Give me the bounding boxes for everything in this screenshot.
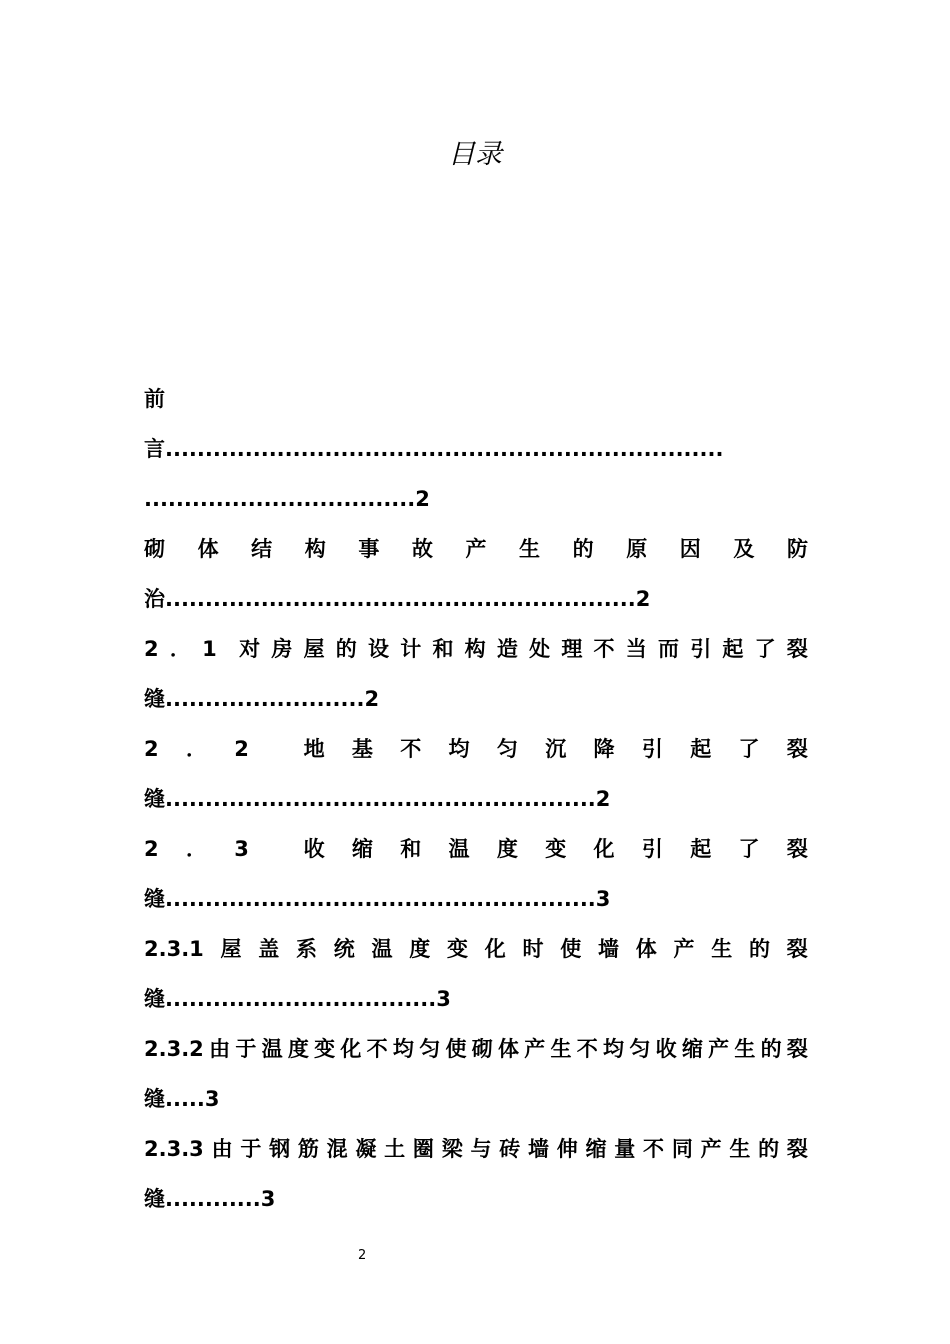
toc-label: 言 <box>144 437 165 461</box>
toc-heading-char: 匀 <box>629 1037 651 1061</box>
toc-heading <box>144 834 808 864</box>
toc-heading-char: 和 <box>400 837 422 861</box>
toc-heading-char: 地 <box>303 737 325 761</box>
toc-label: 治 <box>144 587 165 611</box>
toc-heading-char: 温 <box>448 837 470 861</box>
toc-heading-char: 2.3.2 <box>144 1037 204 1061</box>
toc-heading-char: 屋 <box>220 937 242 961</box>
page-title: 目录 <box>448 139 502 170</box>
toc-heading-char: 均 <box>448 737 470 761</box>
toc-heading-char: 裂 <box>786 937 808 961</box>
toc-heading-char: 屋 <box>303 637 325 661</box>
toc-entry-5-heading[interactable] <box>144 934 808 964</box>
toc-heading-char: 裂 <box>786 1037 808 1061</box>
toc-leader: ...................................................... <box>165 787 596 811</box>
toc-heading-char: 结 <box>251 537 273 561</box>
toc-page-number: 3 <box>260 1187 276 1211</box>
toc-leader: .................................. <box>165 987 437 1011</box>
toc-heading-char: 筋 <box>297 1137 319 1161</box>
toc-heading-char: 均 <box>603 1037 625 1061</box>
toc-heading-char: 的 <box>749 937 771 961</box>
toc-heading-char: 2 <box>144 737 159 761</box>
toc-heading-char: 不 <box>366 1037 388 1061</box>
toc-leader: ........................................................... <box>165 587 636 611</box>
toc-page-number: 3 <box>595 887 611 911</box>
toc-heading-char: 于 <box>235 1037 257 1061</box>
toc-entry-2-leader[interactable] <box>144 684 379 714</box>
toc-label: 缝 <box>144 687 165 711</box>
toc-entry-2-heading[interactable] <box>144 634 808 664</box>
toc-heading-char: 起 <box>690 837 712 861</box>
toc-heading-char: 原 <box>626 537 648 561</box>
toc-heading-char: 匀 <box>496 737 518 761</box>
toc-heading-char: 2 <box>144 637 159 661</box>
toc-heading-char: 故 <box>411 537 433 561</box>
toc-heading-char: 收 <box>655 1037 677 1061</box>
toc-leader: ...................................................................... <box>165 437 724 461</box>
toc-heading-char: 起 <box>722 637 744 661</box>
toc-heading-char: 防 <box>786 537 808 561</box>
toc-heading-char: 墙 <box>527 1137 549 1161</box>
toc-label: 缝 <box>144 787 165 811</box>
toc-page-number: 3 <box>204 1087 220 1111</box>
toc-heading-char: 2 <box>234 737 249 761</box>
toc-heading-char: 与 <box>470 1137 492 1161</box>
toc-label: 缝 <box>144 1087 165 1111</box>
toc-label: 缝 <box>144 987 165 1011</box>
toc-entry-preface-line2[interactable] <box>144 434 723 464</box>
toc-heading-char: 梁 <box>441 1137 463 1161</box>
toc-heading-char: 度 <box>409 937 431 961</box>
toc-heading-char: 沉 <box>545 737 567 761</box>
toc-heading-char: 处 <box>529 637 551 661</box>
toc-heading-char: 起 <box>690 737 712 761</box>
toc-heading <box>144 1034 808 1064</box>
toc-heading-char: ． <box>185 737 207 761</box>
toc-heading-char: 的 <box>335 637 357 661</box>
toc-heading-char: 的 <box>572 537 594 561</box>
toc-heading-char: 2.3.3 <box>144 1137 204 1161</box>
toc-heading-char: 圈 <box>412 1137 434 1161</box>
toc-heading-char: 2.3.1 <box>144 937 204 961</box>
toc-heading-char: 了 <box>754 637 776 661</box>
toc-entry-6-heading[interactable] <box>144 1034 808 1064</box>
toc-label: 缝 <box>144 887 165 911</box>
toc-entry-5-leader[interactable] <box>144 984 451 1014</box>
toc-label: 前 <box>144 387 165 411</box>
toc-heading-char: 伸 <box>556 1137 578 1161</box>
toc-entry-1-leader[interactable] <box>144 584 650 614</box>
toc-heading-char: 土 <box>384 1137 406 1161</box>
toc-heading-char: 温 <box>371 937 393 961</box>
toc-heading-char: 生 <box>711 937 733 961</box>
toc-heading-char: 缩 <box>351 837 373 861</box>
toc-page-number: 3 <box>436 987 451 1011</box>
toc-heading-char: 度 <box>287 1037 309 1061</box>
toc-heading-char: 2 <box>144 837 159 861</box>
toc-heading-char: 变 <box>447 937 469 961</box>
toc-heading-char: 由 <box>209 1037 231 1061</box>
toc-heading-char: 使 <box>560 937 582 961</box>
toc-entry-7-leader[interactable] <box>144 1184 275 1214</box>
toc-heading <box>144 1134 808 1164</box>
toc-leader: ...................................................... <box>165 887 596 911</box>
toc-heading-char: 不 <box>400 737 422 761</box>
toc-heading-char: 造 <box>496 637 518 661</box>
toc-heading-char: 度 <box>496 837 518 861</box>
toc-heading-char: 量 <box>614 1137 636 1161</box>
toc-entry-7-heading[interactable] <box>144 1134 808 1164</box>
toc-heading-char: 引 <box>641 737 663 761</box>
toc-heading-char: 了 <box>738 737 760 761</box>
toc-heading-char: 均 <box>392 1037 414 1061</box>
toc-heading-char: 时 <box>522 937 544 961</box>
toc-heading-char: 使 <box>445 1037 467 1061</box>
toc-heading-char: 匀 <box>419 1037 441 1061</box>
toc-entry-4-leader[interactable] <box>144 884 610 914</box>
toc-page-number: 2 <box>364 687 380 711</box>
toc-heading-char: 及 <box>733 537 755 561</box>
toc-heading-char: 于 <box>240 1137 262 1161</box>
toc-heading-char: 体 <box>497 1037 519 1061</box>
toc-heading-char: 化 <box>593 837 615 861</box>
toc-heading-char: 墙 <box>598 937 620 961</box>
toc-heading-char: 缩 <box>681 1037 703 1061</box>
toc-heading-char: 产 <box>700 1137 722 1161</box>
toc-heading-char: 砖 <box>499 1137 521 1161</box>
toc-heading-char: 生 <box>734 1037 756 1061</box>
toc-heading-char: 设 <box>368 637 389 661</box>
toc-heading-char: 房 <box>271 637 293 661</box>
toc-heading <box>144 534 808 564</box>
toc-heading-char: 由 <box>211 1137 233 1161</box>
toc-heading-char: 产 <box>673 937 695 961</box>
toc-heading-char: 体 <box>197 537 219 561</box>
toc-heading-char: 生 <box>519 537 541 561</box>
toc-entry-4-heading[interactable] <box>144 834 808 864</box>
toc-entry-preface-line3[interactable] <box>144 484 430 514</box>
toc-heading-char: 的 <box>760 1037 782 1061</box>
toc-heading-char: 构 <box>464 637 486 661</box>
toc-heading-char: 钢 <box>269 1137 291 1161</box>
toc-heading-char: 的 <box>758 1137 780 1161</box>
toc-heading-char: 化 <box>484 937 506 961</box>
toc-heading-char: 砌 <box>471 1037 493 1061</box>
toc-heading-char: 引 <box>641 837 663 861</box>
toc-heading-char: 凝 <box>355 1137 377 1161</box>
toc-heading-char: 不 <box>643 1137 665 1161</box>
toc-entry-preface-line1[interactable] <box>144 384 165 414</box>
toc-heading-char: 对 <box>239 637 261 661</box>
toc-leader: ......................... <box>165 687 365 711</box>
toc-heading-char: 裂 <box>786 737 808 761</box>
toc-heading-char: 化 <box>340 1037 362 1061</box>
toc-heading-char: 盖 <box>258 937 280 961</box>
toc-heading-char: 变 <box>545 837 567 861</box>
toc-heading-char: 砌 <box>144 537 165 561</box>
toc-heading-char: ． <box>169 637 191 661</box>
toc-heading <box>144 734 808 764</box>
toc-heading-char: 变 <box>314 1037 336 1061</box>
toc-page-number: 2 <box>595 787 611 811</box>
toc-heading-char: 降 <box>593 737 615 761</box>
toc-heading-char: 产 <box>524 1037 546 1061</box>
toc-heading-char: 和 <box>432 637 454 661</box>
toc-heading-char: 计 <box>400 637 422 661</box>
toc-leader: ..... <box>165 1087 205 1111</box>
toc-heading-char: 理 <box>561 637 583 661</box>
toc-heading-char: 基 <box>351 737 373 761</box>
toc-heading-char: 收 <box>303 837 325 861</box>
toc-heading-char: 3 <box>234 837 249 861</box>
toc-heading-char: 温 <box>261 1037 283 1061</box>
toc-entry-3-heading[interactable] <box>144 734 808 764</box>
toc-entry-3-leader[interactable] <box>144 784 610 814</box>
toc-heading-char: 体 <box>635 937 657 961</box>
toc-heading-char: 引 <box>690 637 712 661</box>
toc-heading-char: 当 <box>625 637 647 661</box>
toc-heading-char: 统 <box>333 937 355 961</box>
toc-label: 缝 <box>144 1187 165 1211</box>
toc-page-number: 2 <box>635 587 651 611</box>
toc-heading-char: 生 <box>550 1037 572 1061</box>
toc-heading-char: 不 <box>576 1037 598 1061</box>
toc-heading-char: 裂 <box>786 837 808 861</box>
toc-heading-char: 了 <box>738 837 760 861</box>
toc-heading-char: 裂 <box>786 637 808 661</box>
toc-heading-char: 构 <box>304 537 326 561</box>
toc-heading-char: 同 <box>671 1137 693 1161</box>
footer-page-number: 2 <box>358 1248 367 1263</box>
toc-leader: ............ <box>165 1187 261 1211</box>
toc-page-number: 2 <box>415 487 430 511</box>
toc-heading-char: 裂 <box>786 1137 808 1161</box>
toc-heading-char: 产 <box>465 537 487 561</box>
toc-heading-char: 混 <box>326 1137 348 1161</box>
toc-heading <box>144 634 808 664</box>
toc-heading <box>144 934 808 964</box>
toc-entry-1-heading[interactable] <box>144 534 808 564</box>
toc-heading-char: 不 <box>593 637 615 661</box>
toc-heading-char: 事 <box>358 537 380 561</box>
toc-heading-char: 产 <box>708 1037 730 1061</box>
toc-heading-char: 而 <box>657 637 679 661</box>
toc-heading-char: 系 <box>296 937 318 961</box>
toc-heading-char: 生 <box>729 1137 751 1161</box>
toc-entry-6-leader[interactable] <box>144 1084 220 1114</box>
toc-leader: .................................. <box>144 487 416 511</box>
toc-heading-char: 因 <box>679 537 701 561</box>
toc-heading-char: 1 <box>202 637 217 661</box>
toc-heading-char: 缩 <box>585 1137 607 1161</box>
toc-heading-char: ． <box>185 837 207 861</box>
